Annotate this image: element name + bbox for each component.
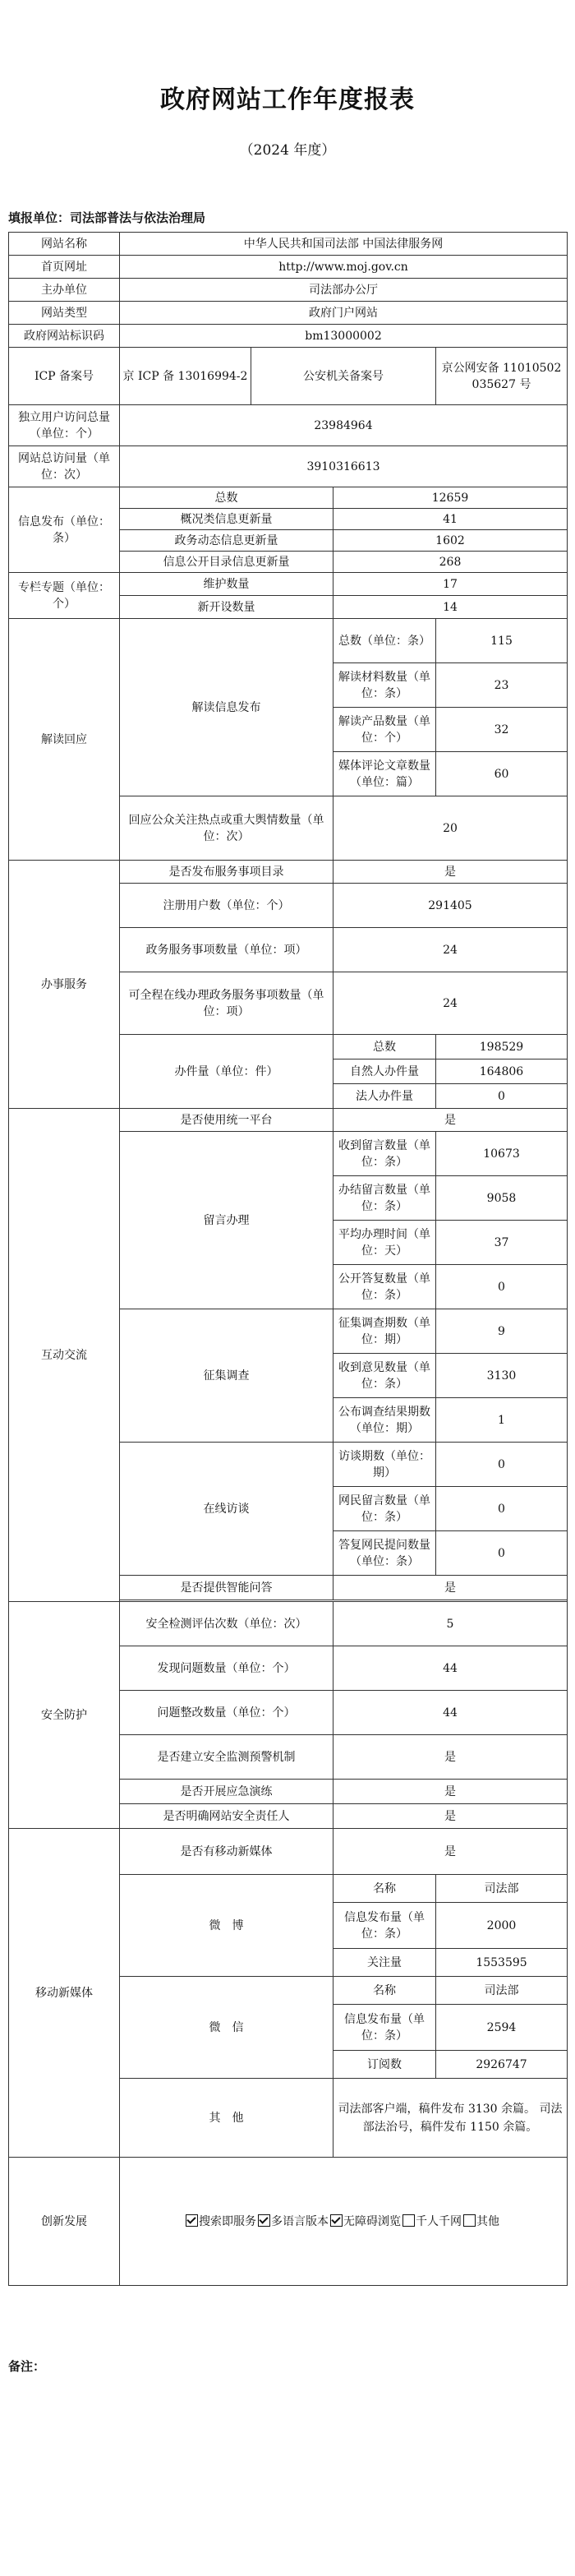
uv-value: 23984964 — [120, 405, 568, 446]
interpret-respond-value: 20 — [334, 796, 568, 861]
cell-label: 政务动态信息更新量 — [120, 530, 334, 552]
online-msg-value: 0 — [436, 1487, 568, 1531]
option-other[interactable] — [463, 2215, 499, 2228]
site-type-value: 政府门户网站 — [120, 302, 568, 325]
cell-label: 留言办理 — [120, 1132, 334, 1309]
cell-label: 访谈期数（单位：期） — [334, 1443, 436, 1487]
service-items-value: 24 — [334, 928, 568, 972]
cell-label: 是否开展应急演练 — [120, 1780, 334, 1804]
msg-done-value: 9058 — [436, 1176, 568, 1221]
section-interact: 互动交流 — [9, 1109, 120, 1602]
cell-label: 微 信 — [120, 1977, 334, 2079]
cell-label: 征集调查期数（单位：期） — [334, 1309, 436, 1354]
row-service-platform — [9, 861, 568, 884]
cell-label: 网民留言数量（单位：条） — [334, 1487, 436, 1531]
cell-label: 总数 — [334, 1035, 436, 1059]
section-security: 安全防护 — [9, 1602, 120, 1829]
interact-smart-value: 是 — [334, 1576, 568, 1600]
cell-label: 办件量（单位：件） — [120, 1035, 334, 1109]
option-personalized[interactable] — [402, 2215, 462, 2228]
row-code — [9, 325, 568, 348]
option-label: 千人千网 — [416, 2214, 462, 2228]
online-ans-value: 0 — [436, 1531, 568, 1576]
info-overview-value: 41 — [334, 509, 568, 530]
checkbox-icon[interactable] — [463, 2214, 476, 2227]
cell-label: 是否建立安全监测预警机制 — [120, 1735, 334, 1780]
option-accessible[interactable] — [330, 2215, 401, 2228]
section-service: 办事服务 — [9, 861, 120, 1109]
cell-label: 是否提供智能问答 — [120, 1576, 334, 1600]
row-icp — [9, 348, 568, 405]
sec-owner-value: 是 — [334, 1804, 568, 1829]
column-maintain-value: 17 — [334, 573, 568, 596]
row-pv — [9, 446, 568, 487]
interact-unified-value: 是 — [334, 1109, 568, 1132]
wx-pub-value: 2594 — [436, 2005, 568, 2051]
pv-value: 3910316613 — [120, 446, 568, 487]
cell-label: ICP 备案号 — [9, 348, 120, 405]
cell-label: 总数 — [120, 487, 334, 509]
checkbox-icon[interactable] — [186, 2214, 198, 2227]
option-label: 无障碍浏览 — [343, 2214, 401, 2228]
cell-label: 是否明确网站安全责任人 — [120, 1804, 334, 1829]
handled-person-value: 164806 — [436, 1059, 568, 1084]
cell-label: 安全检测评估次数（单位：次） — [120, 1602, 334, 1646]
report-table — [8, 232, 568, 2286]
handled-total-value: 198529 — [436, 1035, 568, 1059]
sec-drill-value: 是 — [334, 1780, 568, 1804]
cell-label: 解读信息发布 — [120, 619, 334, 796]
msg-recv-value: 10673 — [436, 1132, 568, 1176]
cell-label: 平均办理时间（单位：天） — [334, 1221, 436, 1265]
info-public-value: 268 — [334, 552, 568, 573]
interpret-material-value: 23 — [436, 663, 568, 708]
page-title: 政府网站工作年度报表 — [160, 85, 415, 114]
cell-label: 独立用户访问总量（单位：个） — [9, 405, 120, 446]
checkbox-icon[interactable] — [330, 2214, 343, 2227]
cell-label: 收到意见数量（单位：条） — [334, 1354, 436, 1398]
cell-label: 信息公开目录信息更新量 — [120, 552, 334, 573]
cell-label: 首页网址 — [9, 256, 120, 279]
cell-label: 是否有移动新媒体 — [120, 1829, 334, 1875]
cell-label: 信息发布量（单位：条） — [334, 1903, 436, 1949]
service-online-value: 24 — [334, 972, 568, 1035]
sec-test-value: 5 — [334, 1602, 568, 1646]
msg-pub-value: 0 — [436, 1265, 568, 1309]
option-multilang[interactable] — [258, 2215, 329, 2228]
cell-label: 办结留言数量（单位：条） — [334, 1176, 436, 1221]
cell-label: 公布调查结果期数（单位：期） — [334, 1398, 436, 1443]
service-platform-value: 是 — [334, 861, 568, 884]
sec-found-value: 44 — [334, 1646, 568, 1691]
row-sponsor — [9, 279, 568, 302]
cell-label: 维护数量 — [120, 573, 334, 596]
interpret-media-value: 60 — [436, 752, 568, 796]
filling-unit: 填报单位：司法部普法与依法治理局 — [8, 210, 206, 225]
row-sec-test — [9, 1602, 568, 1646]
interpret-product-value: 32 — [436, 708, 568, 752]
survey-pub-value: 1 — [436, 1398, 568, 1443]
row-uv — [9, 405, 568, 446]
option-label: 搜索即服务 — [199, 2214, 256, 2228]
mobile-other-value: 司法部客户端，稿件发布 3130 余篇。 司法部法治号，稿件发布 1150 余篇。 — [334, 2079, 568, 2158]
survey-issue-value: 9 — [436, 1309, 568, 1354]
row-interact-unified — [9, 1109, 568, 1132]
row-site-name — [9, 233, 568, 256]
cell-label: 可全程在线办理政务服务事项数量（单位：项） — [120, 972, 334, 1035]
row-type — [9, 302, 568, 325]
row-innovation — [9, 2158, 568, 2286]
section-mobile: 移动新媒体 — [9, 1829, 120, 2158]
checkbox-icon[interactable] — [258, 2214, 270, 2227]
cell-label: 公开答复数量（单位：条） — [334, 1265, 436, 1309]
section-column: 专栏专题（单位：个） — [9, 573, 120, 619]
cell-label: 名称 — [334, 1977, 436, 2005]
cell-label: 网站类型 — [9, 302, 120, 325]
cell-label: 概况类信息更新量 — [120, 509, 334, 530]
home-url-value: http://www.moj.gov.cn — [120, 256, 568, 279]
cell-label: 解读材料数量（单位：条） — [334, 663, 436, 708]
cell-label: 政务服务事项数量（单位：项） — [120, 928, 334, 972]
section-info: 信息发布（单位：条） — [9, 487, 120, 573]
service-users-value: 291405 — [334, 884, 568, 928]
column-new-value: 14 — [334, 596, 568, 619]
cell-label: 政府网站标识码 — [9, 325, 120, 348]
checkbox-icon[interactable] — [402, 2214, 415, 2227]
row-mobile-has — [9, 1829, 568, 1875]
info-total-value: 12659 — [334, 487, 568, 509]
cell-label: 自然人办件量 — [334, 1059, 436, 1084]
msg-time-value: 37 — [436, 1221, 568, 1265]
section-interpret: 解读回应 — [9, 619, 120, 861]
row-home — [9, 256, 568, 279]
cell-label: 主办单位 — [9, 279, 120, 302]
cell-label: 答复网民提问数量（单位：条） — [334, 1531, 436, 1576]
cell-label: 微 博 — [120, 1875, 334, 1977]
interpret-total-value: 115 — [436, 619, 568, 663]
section-innovation: 创新发展 — [9, 2158, 120, 2286]
cell-label: 总数（单位：条） — [334, 619, 436, 663]
online-issue-value: 0 — [436, 1443, 568, 1487]
icp-value: 京 ICP 备 13016994-2 — [120, 348, 251, 405]
mobile-has-value: 是 — [334, 1829, 568, 1875]
cell-label: 信息发布量（单位：条） — [334, 2005, 436, 2051]
cell-label: 媒体评论文章数量（单位：篇） — [334, 752, 436, 796]
wb-name-value: 司法部 — [436, 1875, 568, 1903]
sec-warn-value: 是 — [334, 1735, 568, 1780]
option-search-service[interactable] — [186, 2215, 256, 2228]
cell-label: 解读产品数量（单位：个） — [334, 708, 436, 752]
cell-label: 关注量 — [334, 1949, 436, 1977]
cell-label: 征集调查 — [120, 1309, 334, 1443]
cell-label: 问题整改数量（单位：个） — [120, 1691, 334, 1735]
remarks-label: 备注： — [8, 2359, 46, 2374]
cell-label: 新开设数量 — [120, 596, 334, 619]
wb-follow-value: 1553595 — [436, 1949, 568, 1977]
cell-label: 是否发布服务事项目录 — [120, 861, 334, 884]
cell-label: 公安机关备案号 — [251, 348, 436, 405]
cell-label: 注册用户数（单位：个） — [120, 884, 334, 928]
info-news-value: 1602 — [334, 530, 568, 552]
option-label: 多语言版本 — [271, 2214, 329, 2228]
wb-pub-value: 2000 — [436, 1903, 568, 1949]
cell-label: 发现问题数量（单位：个） — [120, 1646, 334, 1691]
cell-label: 名称 — [334, 1875, 436, 1903]
row-interpret-total — [9, 619, 568, 663]
report-year: （2024 年度） — [239, 142, 336, 159]
handled-legal-value: 0 — [436, 1084, 568, 1109]
cell-label: 订阅数 — [334, 2051, 436, 2079]
cell-label: 网站总访问量（单位：次） — [9, 446, 120, 487]
cell-label: 在线访谈 — [120, 1443, 334, 1576]
sponsor-value: 司法部办公厅 — [120, 279, 568, 302]
site-name-value: 中华人民共和国司法部 中国法律服务网 — [120, 233, 568, 256]
cell-label: 网站名称 — [9, 233, 120, 256]
survey-recv-value: 3130 — [436, 1354, 568, 1398]
wx-sub-value: 2926747 — [436, 2051, 568, 2079]
site-code-value: bm13000002 — [120, 325, 568, 348]
innovation-options — [120, 2158, 568, 2286]
cell-label: 法人办件量 — [334, 1084, 436, 1109]
cell-label: 回应公众关注热点或重大舆情数量（单位：次） — [120, 796, 334, 861]
row-info-total — [9, 487, 568, 509]
wx-name-value: 司法部 — [436, 1977, 568, 2005]
row-column-maintain — [9, 573, 568, 596]
police-value: 京公网安备 11010502035627 号 — [436, 348, 568, 405]
cell-label: 收到留言数量（单位：条） — [334, 1132, 436, 1176]
cell-label: 其 他 — [120, 2079, 334, 2158]
cell-label: 是否使用统一平台 — [120, 1109, 334, 1132]
option-label: 其他 — [476, 2214, 499, 2228]
sec-fixed-value: 44 — [334, 1691, 568, 1735]
